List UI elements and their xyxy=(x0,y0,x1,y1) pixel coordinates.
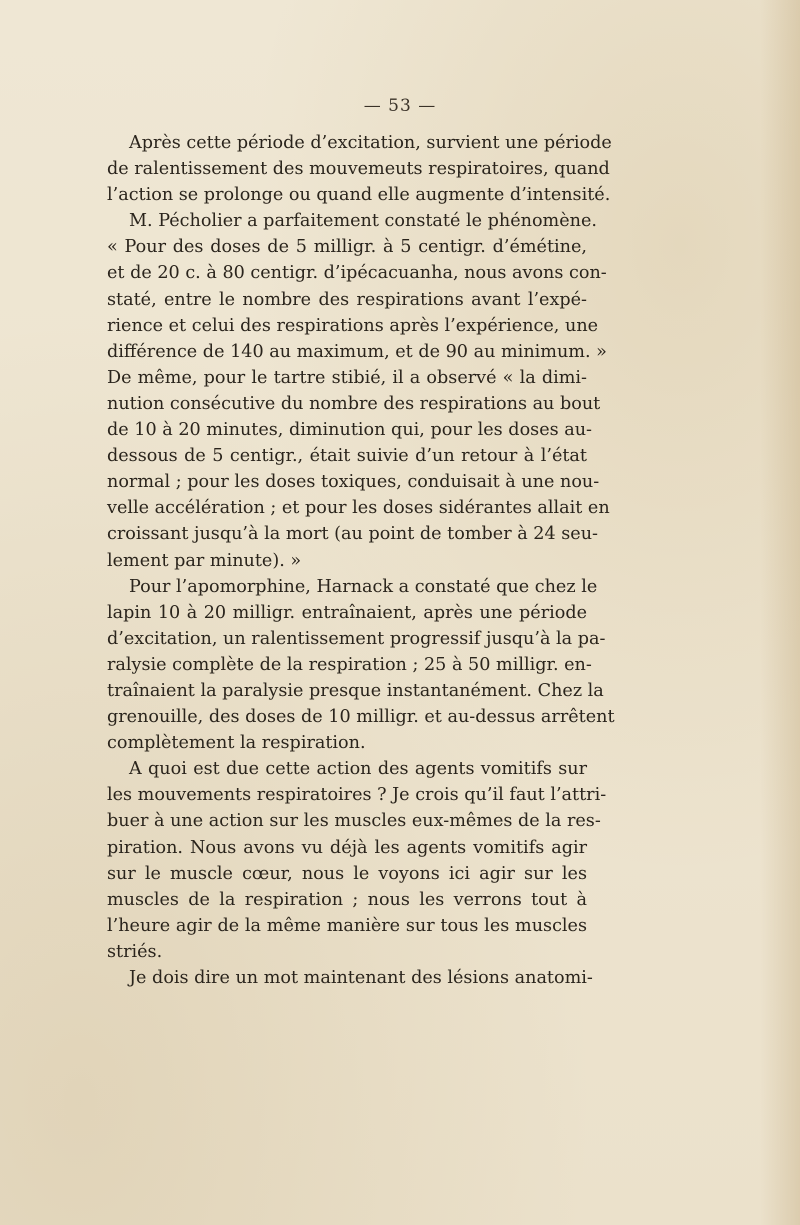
text-line: Je dois dire un mot maintenant des lésions anatomi- xyxy=(129,968,593,988)
text-line: « Pour des doses de 5 milligr. à 5 centigr. d’émétine, xyxy=(107,237,587,258)
text-line: rience et celui des respirations après l’expérience, une xyxy=(107,315,599,336)
text-line: grenouille, des doses de 10 milligr. et au-dessus arrêtent xyxy=(107,707,615,728)
text-line: l’action se prolonge ou quand elle augmente d’intensité. xyxy=(107,185,611,206)
text-line: De même, pour le tartre stibié, il a observé « la dimi- xyxy=(107,367,587,388)
text-line: Après cette période d’excitation, survient une période xyxy=(129,133,612,153)
text-line: de ralentissement des mouvemeuts respiratoires, quand xyxy=(107,159,610,180)
text-line: complètement la respiration. xyxy=(107,733,366,754)
text-line: A quoi est due cette action des agents vomitifs sur xyxy=(129,759,587,780)
text-line: et de 20 c. à 80 centigr. d’ipécacuanha, nous avons con- xyxy=(107,263,607,284)
body-text xyxy=(107,130,615,991)
page-edge-shadow xyxy=(760,0,800,1225)
text-line: croissant jusqu’à la mort (au point de tomber à 24 seu- xyxy=(107,524,598,545)
text-line: lapin 10 à 20 milligr. entraînaient, après une période xyxy=(107,602,587,623)
text-line: dessous de 5 centigr., était suivie d’un retour à l’état xyxy=(107,446,587,467)
text-line: M. Pécholier a parfaitement constaté le phénomène. xyxy=(129,211,597,232)
text-line: les mouvements respiratoires ? Je crois qu’il faut l’attri- xyxy=(107,785,607,806)
text-line: différence de 140 au maximum, et de 90 au minimum. » xyxy=(107,341,607,362)
text-line: velle accélération ; et pour les doses sidérantes allait en xyxy=(107,498,610,519)
text-line: piration. Nous avons vu déjà les agents vomitifs agir xyxy=(107,837,587,858)
text-line: sur le muscle cœur, nous le voyons ici agir sur les xyxy=(107,863,587,884)
text-line: l’heure agir de la même manière sur tous les muscles xyxy=(107,915,587,936)
text-line: normal ; pour les doses toxiques, conduisait à une nou- xyxy=(107,472,600,493)
text-line: lement par minute). » xyxy=(107,550,302,571)
text-line: staté, entre le nombre des respirations avant l’expé- xyxy=(107,289,587,310)
text-line: muscles de la respiration ; nous les verrons tout à xyxy=(107,889,587,910)
text-line: de 10 à 20 minutes, diminution qui, pour les doses au- xyxy=(107,420,592,441)
text-line: ralysie complète de la respiration ; 25 à 50 milligr. en- xyxy=(107,654,592,675)
page-number: — 53 — xyxy=(363,96,437,116)
text-line: d’excitation, un ralentissement progressif jusqu’à la pa- xyxy=(107,628,606,649)
text-line: buer à une action sur les muscles eux-mêmes de la res- xyxy=(107,811,601,832)
text-line: traînaient la paralysie presque instantanément. Chez la xyxy=(107,680,604,701)
text-line: striés. xyxy=(107,941,163,962)
text-line: nution consécutive du nombre des respirations au bout xyxy=(107,393,601,414)
text-line: Pour l’apomorphine, Harnack a constaté que chez le xyxy=(129,576,598,597)
